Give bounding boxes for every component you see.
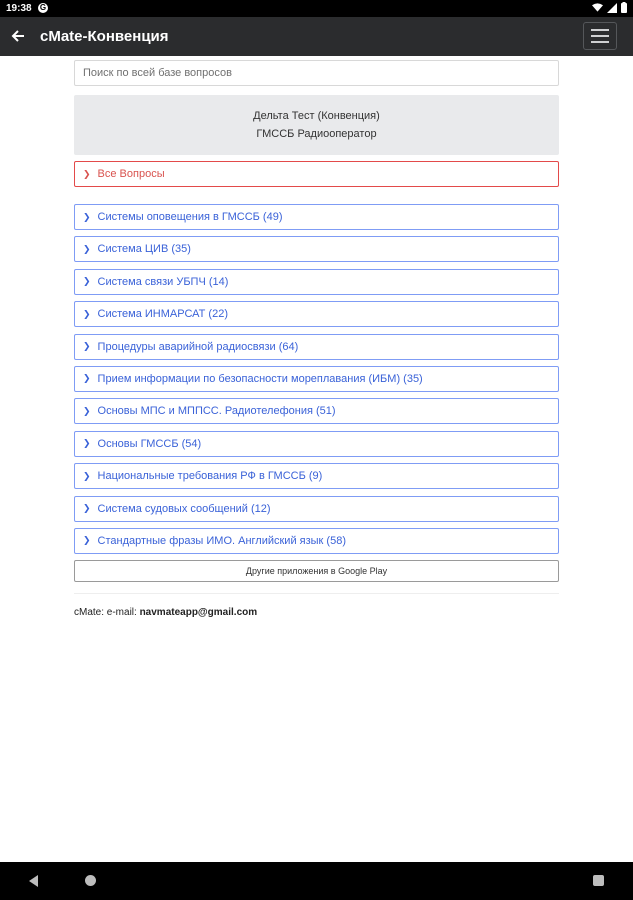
category-label: Прием информации по безопасности мореплавания (ИБМ) (35) [97, 372, 423, 385]
test-header [74, 95, 559, 155]
notification-app-icon: G [39, 3, 47, 12]
category-label: Основы МПС и МППСС. Радиотелефония (51) [97, 405, 336, 418]
test-title: Дельта Тест (Конвенция) [253, 110, 380, 122]
search-input[interactable] [74, 60, 559, 86]
chevron-right-icon: ❯ [83, 373, 91, 384]
contact-prefix: cMate: e-mail: [74, 607, 137, 619]
category-item[interactable] [74, 463, 559, 489]
chevron-right-icon: ❯ [83, 535, 91, 546]
arrow-left-icon [11, 29, 25, 43]
status-bar [0, 0, 633, 17]
category-label: Национальные требования РФ в ГМССБ (9) [97, 470, 323, 483]
category-item[interactable] [74, 236, 559, 262]
category-label: Система ИНМАРСАТ (22) [97, 308, 228, 321]
nav-recents-icon[interactable] [593, 875, 604, 886]
chevron-right-icon: ❯ [83, 243, 91, 254]
chevron-right-icon: ❯ [83, 276, 91, 287]
category-item[interactable] [74, 301, 559, 327]
chevron-right-icon: ❯ [83, 503, 91, 514]
contact-line [74, 607, 559, 618]
main-content [74, 60, 559, 618]
signal-icon [607, 3, 617, 13]
test-subtitle: ГМССБ Радиооператор [256, 128, 377, 140]
chevron-right-icon: ❯ [83, 308, 91, 319]
category-label: Процедуры аварийной радиосвязи (64) [97, 340, 299, 353]
category-label: Система судовых сообщений (12) [97, 502, 271, 515]
category-label: Система ЦИВ (35) [97, 243, 191, 256]
battery-icon [621, 2, 627, 13]
chevron-right-icon: ❯ [83, 405, 91, 416]
chevron-right-icon: ❯ [83, 438, 91, 449]
chevron-right-icon: ❯ [83, 168, 91, 179]
chevron-right-icon: ❯ [83, 211, 91, 222]
category-item[interactable] [74, 496, 559, 522]
status-time: 19:38 [6, 3, 32, 14]
category-label: Стандартные фразы ИМО. Английский язык (58) [97, 534, 346, 547]
category-item[interactable] [74, 398, 559, 424]
category-item[interactable] [74, 204, 559, 230]
all-questions-label: Все Вопросы [97, 168, 165, 180]
hamburger-icon-line [591, 41, 609, 43]
divider [74, 593, 559, 594]
chevron-right-icon: ❯ [83, 470, 91, 481]
nav-home-icon[interactable] [85, 875, 96, 886]
contact-email[interactable]: navmateapp@gmail.com [139, 607, 258, 619]
menu-button[interactable] [583, 22, 617, 50]
hamburger-icon-line [591, 35, 609, 37]
category-label: Основы ГМССБ (54) [97, 437, 202, 450]
category-item[interactable] [74, 528, 559, 554]
hamburger-icon-line [591, 29, 609, 31]
status-indicators [592, 2, 627, 13]
category-item[interactable] [74, 366, 559, 392]
wifi-icon [592, 3, 603, 13]
system-nav-bar [0, 862, 633, 900]
category-label: Системы оповещения в ГМССБ (49) [97, 211, 283, 223]
category-item[interactable] [74, 269, 559, 295]
all-questions-button[interactable] [74, 161, 559, 187]
google-play-button[interactable]: Другие приложения в Google Play [74, 560, 559, 582]
chevron-right-icon: ❯ [83, 341, 91, 352]
category-item[interactable] [74, 431, 559, 457]
category-item[interactable] [74, 334, 559, 360]
nav-back-icon[interactable] [29, 875, 38, 887]
back-button[interactable] [4, 22, 32, 50]
category-label: Система связи УБПЧ (14) [97, 275, 229, 288]
app-bar [0, 17, 633, 56]
app-title: cMate-Конвенция [40, 28, 169, 45]
category-list [74, 204, 559, 554]
